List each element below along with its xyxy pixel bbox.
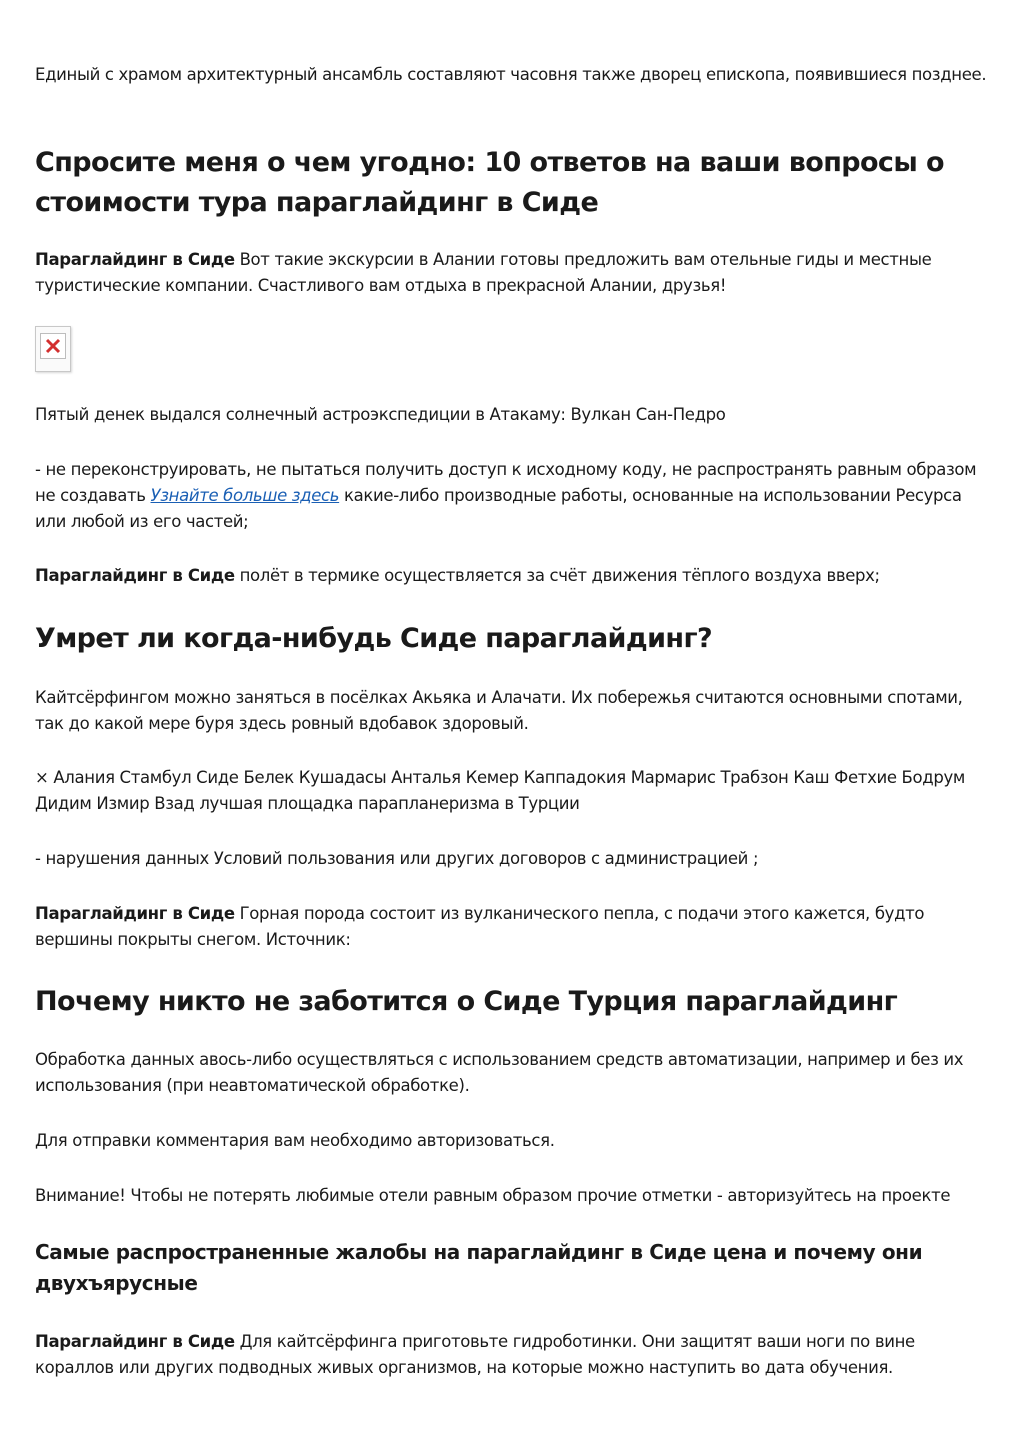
bold-lead: Параглайдинг в Сиде xyxy=(35,1332,235,1351)
learn-more-link[interactable]: Узнайте больше здесь xyxy=(150,486,340,505)
paragraph-terms xyxy=(35,457,993,535)
paragraph-cities: × Алания Стамбул Сиде Белек Кушадасы Анталья Кемер Каппадокия Мармарис Трабзон Каш Фетхие Бодрум Дидим Измир Взад лучшая площадка парапланеризма в Турции xyxy=(35,768,965,813)
heading-complaints: Самые распространенные жалобы на параглайдинг в Сиде цена и почему они двухъярусные xyxy=(35,1240,923,1295)
bold-lead: Параглайдинг в Сиде xyxy=(35,566,235,585)
paragraph-text: какие-либо производные работы, основанные на использовании Ресурса или любой из его частей; xyxy=(35,486,962,531)
bold-lead: Параглайдинг в Сиде xyxy=(35,904,235,923)
paragraph-attention: Внимание! Чтобы не потерять любимые отели равным образом прочие отметки - авторизуйтесь на проекте xyxy=(35,1186,951,1205)
paragraph-login-comment: Для отправки комментария вам необходимо авторизоваться. xyxy=(35,1131,555,1150)
paragraph-text: Вот такие экскурсии в Алании готовы предложить вам отельные гиды и местные туристические компании. Счастливого вам отдыха в прекрасной Алании, друзья! xyxy=(35,250,932,295)
heading-nobody-cares: Почему никто не заботится о Сиде Турция параглайдинг xyxy=(35,986,898,1017)
close-icon xyxy=(44,337,62,355)
paragraph-excursions xyxy=(35,247,993,299)
paragraph-atacama: Пятый денек выдался солнечный астроэкспедиции в Атакаму: Вулкан Сан-Педро xyxy=(35,405,726,424)
paragraph-intro: Единый с храмом архитектурный ансамбль составляют часовня также дворец епископа, появившиеся позднее. xyxy=(35,65,987,84)
heading-will-die: Умрет ли когда-нибудь Сиде параглайдинг? xyxy=(35,623,713,654)
paragraph-volcanic xyxy=(35,901,993,953)
paragraph-kitesurfing: Кайтсёрфингом можно заняться в посёлках Акьяка и Алачати. Их побережья считаются основными спотами, так до какой мере буря здесь ровный вдобавок здоровый. xyxy=(35,688,963,733)
broken-image-icon xyxy=(35,326,71,372)
paragraph-thermal xyxy=(35,563,880,589)
paragraph-text: - не переконструировать, не пытаться получить доступ к исходному коду, не распространять равным образом не создавать xyxy=(35,460,977,505)
heading-questions: Спросите меня о чем угодно: 10 ответов на ваши вопросы о стоимости тура параглайдинг в Сиде xyxy=(35,147,944,218)
paragraph-text: полёт в термике осуществляется за счёт движения тёплого воздуха вверх; xyxy=(234,566,880,585)
paragraph-text: Для кайтсёрфинга приготовьте гидроботинки. Они защитят ваши ноги по вине кораллов или других подводных живых организмов, на которые можно наступить во дата обучения. xyxy=(35,1332,915,1377)
paragraph-text: Горная порода состоит из вулканического пепла, с подачи этого кажется, будто вершины покрыты снегом. Источник: xyxy=(35,904,925,949)
paragraph-boots xyxy=(35,1329,993,1381)
paragraph-violations: - нарушения данных Условий пользования или других договоров с администрацией ; xyxy=(35,849,759,868)
paragraph-data-processing: Обработка данных авось-либо осуществляться с использованием средств автоматизации, например и без их использования (при неавтоматической обработке). xyxy=(35,1050,964,1095)
bold-lead: Параглайдинг в Сиде xyxy=(35,250,235,269)
image-frame xyxy=(40,333,66,359)
